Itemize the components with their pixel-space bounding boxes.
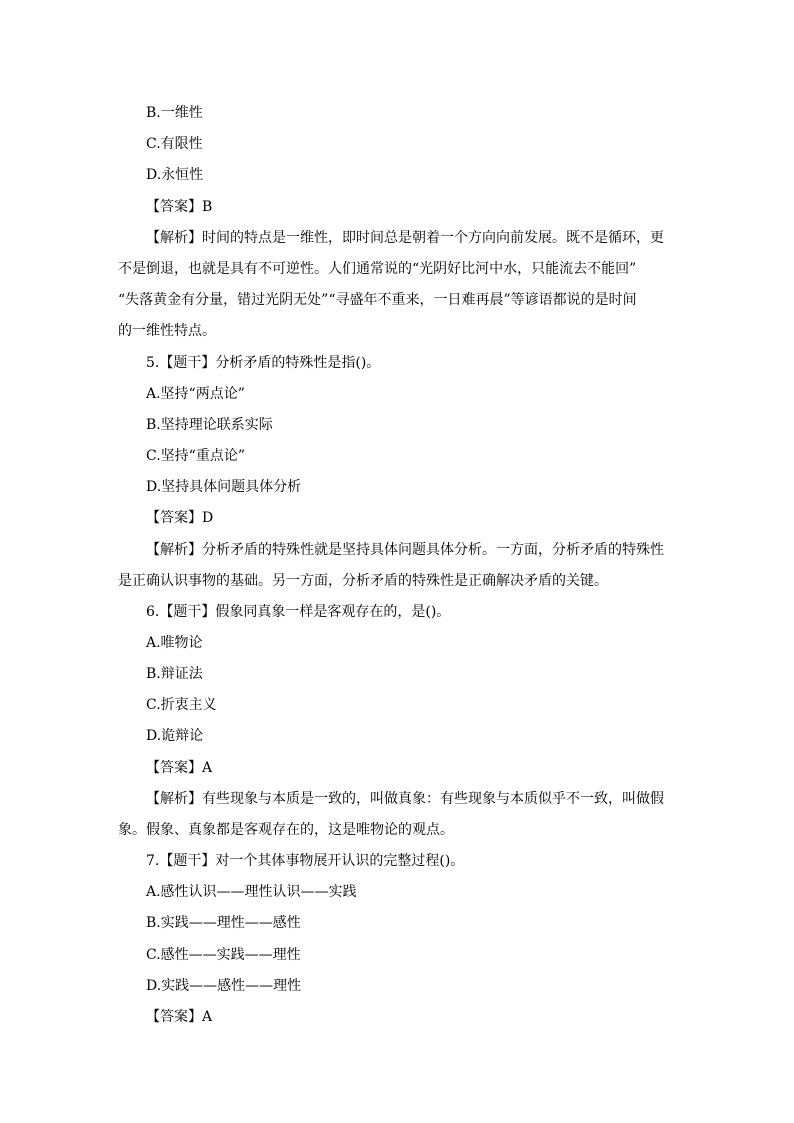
q7-answer: 【答案】A bbox=[146, 1009, 213, 1025]
q7-option-c: C.感性——实践——理性 bbox=[146, 947, 301, 963]
q6-explanation-line-1: 【解析】有些现象与本质是一致的，叫做真象：有些现象与本质似乎不一致，叫做假 bbox=[146, 791, 664, 807]
q5-explanation-line-2: 是正确认识事物的基础。另一方面，分析矛盾的特殊性是正确解决矛盾的关键。 bbox=[118, 573, 608, 589]
q6-option-c: C.折衷主义 bbox=[146, 697, 217, 713]
q7-option-d: D.实践——感性——理性 bbox=[146, 978, 302, 994]
q5-stem: 5.【题干】分析矛盾的特殊性是指()。 bbox=[146, 355, 381, 371]
q7-option-a: A.感性认识——理性认识——实践 bbox=[146, 884, 357, 900]
q4-option-b: B.一维性 bbox=[146, 105, 203, 121]
q6-explanation-line-2: 象。假象、真象都是客观存在的，这是唯物论的观点。 bbox=[118, 822, 454, 838]
q6-option-a: A.唯物论 bbox=[146, 635, 203, 651]
q4-answer: 【答案】B bbox=[146, 199, 213, 215]
q6-answer: 【答案】A bbox=[146, 760, 213, 776]
q7-option-b: B.实践——理性——感性 bbox=[146, 915, 301, 931]
q5-option-c: C.坚持“重点论” bbox=[146, 448, 245, 464]
q6-option-d: D.诡辩论 bbox=[146, 728, 204, 744]
q5-explanation-line-1: 【解析】分析矛盾的特殊性就是坚持具体问题具体分析。一方面，分析矛盾的特殊性 bbox=[146, 542, 664, 558]
q7-stem: 7.【题干】对一个其体事物展开认识的完整过程()。 bbox=[146, 853, 465, 869]
q5-option-b: B.坚持理论联系实际 bbox=[146, 417, 273, 433]
q5-option-d: D.坚持具体问题具体分析 bbox=[146, 479, 302, 495]
q4-option-c: C.有限性 bbox=[146, 136, 203, 152]
q4-explanation-line-3: “失落黄金有分量，错过光阴无处”“寻盛年不重来，一日难再晨”等谚语都说的是时间 bbox=[118, 292, 637, 308]
q4-explanation-line-2: 不是倒退，也就是具有不可逆性。人们通常说的“光阴好比河中水，只能流去不能回” bbox=[118, 261, 637, 277]
q6-option-b: B.辩证法 bbox=[146, 666, 203, 682]
q4-explanation-line-1: 【解析】时间的特点是一维性，即时间总是朝着一个方向向前发展。既不是循环，更 bbox=[146, 230, 664, 246]
q6-stem: 6.【题干】假象同真象一样是客观存在的，是()。 bbox=[146, 604, 451, 620]
q4-explanation-line-4: 的一维性特点。 bbox=[118, 323, 216, 339]
q4-option-d: D.永恒性 bbox=[146, 167, 204, 183]
q5-option-a: A.坚持“两点论” bbox=[146, 386, 245, 402]
q5-answer: 【答案】D bbox=[146, 510, 214, 526]
